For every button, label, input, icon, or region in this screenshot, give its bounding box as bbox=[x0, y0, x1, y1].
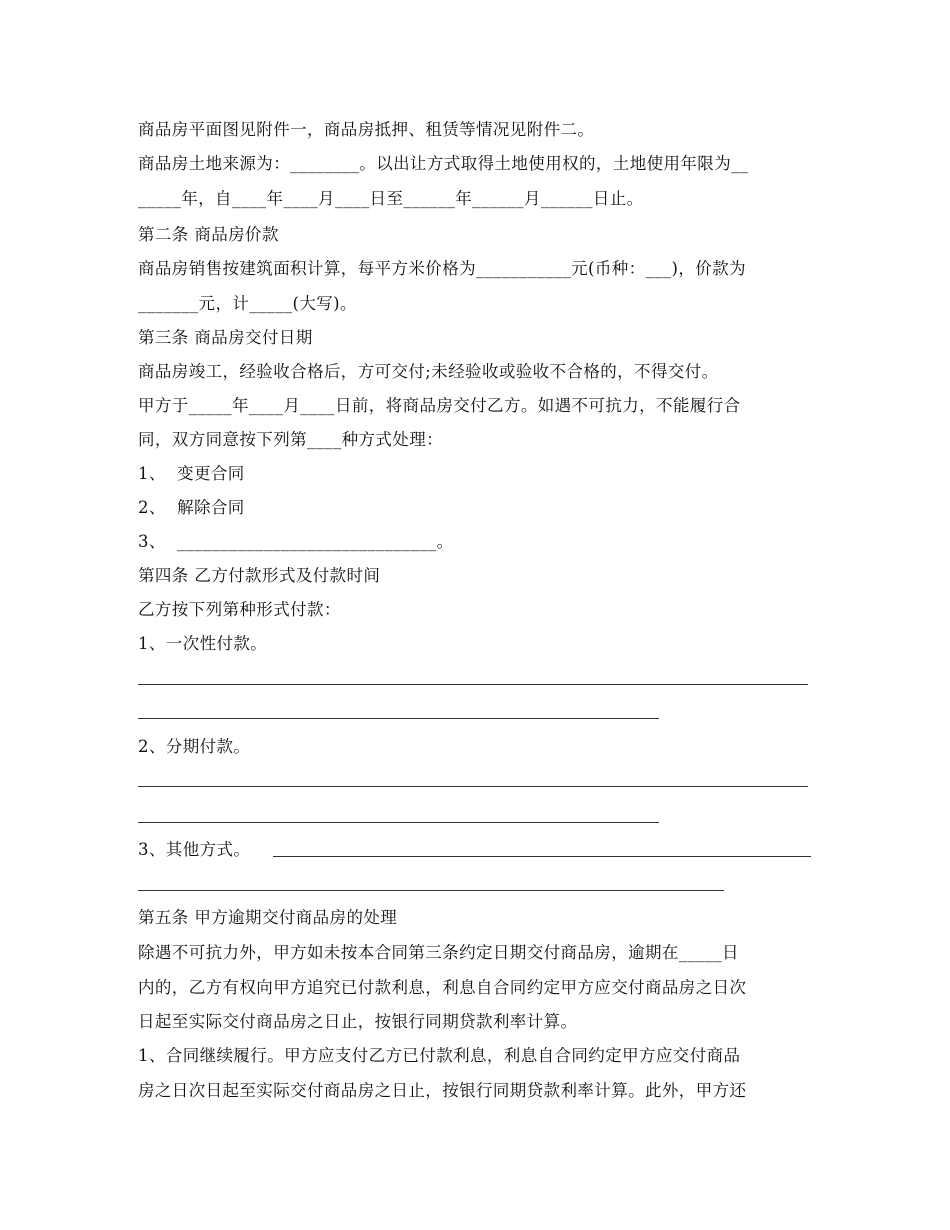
section-heading: 第四条 乙方付款形式及付款时间 bbox=[138, 566, 381, 585]
text-line: 乙方按下列第种形式付款： bbox=[138, 600, 341, 619]
blank-line bbox=[138, 822, 659, 823]
text-line: 商品房竣工，经验收合格后，方可交付;未经验收或验收不合格的，不得交付。 bbox=[138, 362, 719, 381]
blank-line bbox=[138, 786, 808, 787]
list-item: 1、一次性付款。 bbox=[138, 634, 268, 653]
section-heading: 第二条 商品房价款 bbox=[138, 225, 279, 244]
text-line: 日起至实际交付商品房之日止，按银行同期贷款利率计算。 bbox=[138, 1012, 578, 1031]
text-line: 商品房销售按建筑面积计算，每平方米价格为___________元(币种：___)，价款为 bbox=[138, 259, 746, 278]
text-line: 甲方于_____年____月____日前，将商品房交付乙方。如遇不可抗力，不能履行合 bbox=[138, 396, 741, 415]
text-line: 同，双方同意按下列第____种方式处理： bbox=[138, 430, 443, 449]
text-line: 商品房平面图见附件一，商品房抵押、租赁等情况见附件二。 bbox=[138, 120, 595, 139]
blank-line bbox=[138, 718, 659, 719]
list-item: 2、 解除合同 bbox=[138, 498, 245, 517]
text-line: _______元，计_____(大写)。 bbox=[138, 294, 357, 313]
blank-line bbox=[273, 856, 811, 857]
list-item: 3、其他方式。 bbox=[138, 840, 251, 859]
text-line: 房之日次日起至实际交付商品房之日止，按银行同期贷款利率计算。此外，甲方还 bbox=[138, 1081, 747, 1100]
blank-line bbox=[138, 890, 724, 891]
section-heading: 第五条 甲方逾期交付商品房的处理 bbox=[138, 908, 398, 927]
text-line: _____年，自____年____月____日至______年______月______日止。 bbox=[138, 189, 644, 208]
list-item: 3、 ______________________________。 bbox=[138, 532, 454, 551]
section-heading: 第三条 商品房交付日期 bbox=[138, 328, 313, 347]
list-item: 1、 变更合同 bbox=[138, 464, 245, 483]
text-line: 1、合同继续履行。甲方应支付乙方已付款利息，利息自合同约定甲方应交付商品 bbox=[138, 1046, 741, 1065]
blank-line bbox=[138, 684, 808, 685]
text-line: 除遇不可抗力外，甲方如未按本合同第三条约定日期交付商品房，逾期在_____日 bbox=[138, 943, 739, 962]
text-line: 商品房土地来源为：________。以出让方式取得土地使用权的，土地使用年限为__ bbox=[138, 154, 749, 173]
list-item: 2、分期付款。 bbox=[138, 737, 251, 756]
text-line: 内的，乙方有权向甲方追究已付款利息，利息自合同约定甲方应交付商品房之日次 bbox=[138, 978, 747, 997]
